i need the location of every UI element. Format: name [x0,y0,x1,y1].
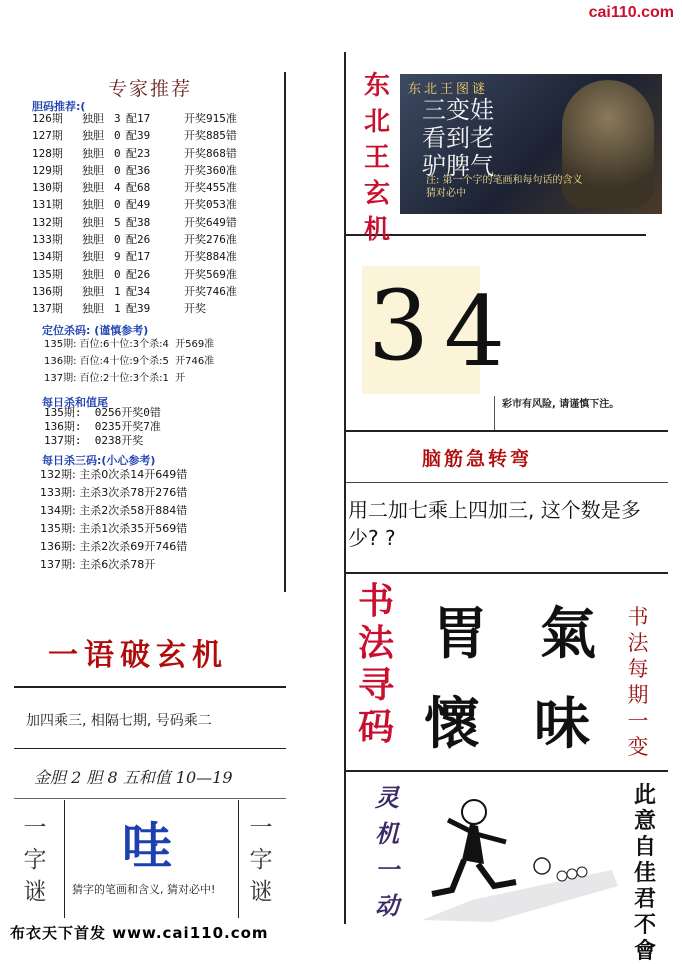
zimi-hint: 猜字的笔画和含义, 猜对必中! [72,883,216,896]
dan-label: 胆码推荐:( [32,100,86,113]
dingwei-label: 定位杀码: (谨慎参考) [42,324,149,337]
dan-cell-issue: 130期 [32,181,63,195]
dan-cell-issue: 137期 [32,302,63,316]
right-divider [344,52,346,924]
zimi-char: 哇 [122,816,172,875]
dan-cell-pei: 配39 [126,302,151,316]
dan-cell-dan: 0 [114,129,121,143]
lingji-char: 机 [375,819,399,848]
dan-cell-type: 独胆 [82,129,104,143]
dan-cell-type: 独胆 [82,198,104,212]
dan-cell-dan: 0 [114,233,121,247]
dan-cell-pei: 配34 [126,284,151,298]
dan-cell-type: 独胆 [82,302,104,316]
dan-cell-type: 独胆 [82,233,104,247]
dan-cell-result: 开奖649错 [184,215,237,229]
dan-row [32,145,237,162]
right-line-2 [346,430,668,432]
footer-credit: 布衣天下首发 www.cai110.com [10,924,269,942]
dan-cell-pei: 配17 [126,112,151,125]
yiyu-title: 一语破玄机 [48,638,228,673]
dan-cell-dan: 0 [114,267,121,281]
shufa-side-note: 书法每期一变 [627,605,649,759]
shufa-title-char: 码 [357,706,394,748]
left-section-line [14,686,286,688]
shawei-row: 136期: 0235开奖7准 [44,420,161,433]
dan-cell-result: 开奖569准 [184,267,237,281]
zimi-side-right: 一字谜 [249,815,273,905]
dan-cell-pei: 配68 [126,181,151,195]
shasan-list [40,466,187,574]
shufa-vertical-title [348,580,404,748]
dan-cell-pei: 配26 [126,267,151,281]
dan-table [32,110,237,318]
riddle-line: 看到老 [422,124,494,152]
shasan-row: 135期: 主杀1次杀35开569错 [40,522,188,535]
leg-shape [432,860,464,894]
dan-cell-result: 开奖360准 [184,163,237,177]
dan-cell-pei: 配49 [126,198,151,212]
dan-cell-pei: 配17 [126,250,151,264]
lingji-char: 一 [375,855,399,884]
dan-cell-dan: 9 [114,250,121,264]
shawei-label: 每日杀和值尾 [42,396,108,409]
dan-cell-result: 开奖746准 [184,284,237,298]
dan-cell-pei: 配36 [126,163,151,177]
pic-note: 注: 第一个字的笔画和每句话的含义猜对必中 [426,175,583,199]
dan-row [32,196,237,213]
dan-row [32,162,237,179]
dan-cell-pei: 配26 [126,233,151,247]
lane-shape [422,870,618,922]
zimi-right-border [238,800,239,918]
dan-cell-result: 开奖915准 [184,112,237,125]
right-line-4 [346,770,668,772]
dan-cell-issue: 126期 [32,112,63,125]
shufa-title-char: 法 [357,622,394,664]
dan-cell-issue: 132期 [32,215,63,229]
shawei-list [44,406,161,448]
zimi-top-border [14,798,286,799]
dingwei-list [44,336,214,387]
expert-title: 专家推荐 [108,78,193,100]
calligraphy-char: 胃 [432,601,488,667]
dan-cell-type: 独胆 [82,112,104,125]
dan-cell-dan: 3 [114,112,121,125]
dan-row [32,110,237,127]
dan-row [32,300,237,317]
running-man-illustration [412,790,618,924]
dan-cell-result: 开奖868错 [184,146,237,160]
dan-cell-result: 开奖 [184,302,206,316]
shawei-row: 137期: 0238开奖 [44,434,144,447]
arm-shape [476,834,506,842]
brain-question: 用二加七乘上四加三, 这个数是多少? ? [348,498,641,550]
dingwei-row: 136期: 百位:4十位:9个杀:5 开746准 [44,356,215,367]
shasan-row: 133期: 主杀3次杀78开276错 [40,486,188,499]
dan-cell-result: 开奖455准 [184,181,237,195]
dan-cell-issue: 136期 [32,284,63,298]
calligraphy-char: 氣 [540,601,596,667]
calligraphy-char: 懷 [424,691,480,757]
shasan-row: 134期: 主杀2次杀58开884错 [40,504,188,517]
shasan-row: 132期: 主杀0次杀14开649错 [40,468,188,481]
riddle-line: 三变娃 [422,96,494,124]
shufa-title-char: 书 [357,580,394,622]
dan-cell-type: 独胆 [82,284,104,298]
dingwei-row: 137期: 百位:2十位:3个杀:1 开 [44,373,186,384]
shasan-row: 137期: 主杀6次杀78开 [40,558,156,571]
site-logo[interactable]: cai110.com [588,4,674,21]
dan-cell-dan: 0 [114,163,121,177]
dan-cell-type: 独胆 [82,163,104,177]
dan-cell-pei: 配39 [126,129,151,143]
xuanji-vertical-title: 东北王玄机 [363,71,390,245]
dan-cell-type: 独胆 [82,215,104,229]
dan-cell-type: 独胆 [82,267,104,281]
right-line-3 [346,572,668,574]
yiyu-hint: 加四乘三, 相隔七期, 号码乘二 [26,713,212,729]
dan-cell-dan: 4 [114,181,121,195]
dan-cell-result: 开奖276准 [184,233,237,247]
left-divider [284,72,286,592]
dan-cell-issue: 129期 [32,163,63,177]
dan-cell-type: 独胆 [82,146,104,160]
zimi-left-border [64,800,65,918]
dan-cell-dan: 1 [114,284,121,298]
dan-cell-result: 开奖053准 [184,198,237,212]
dan-cell-issue: 133期 [32,233,63,247]
risk-note: 彩市有风险, 请谨慎下注。 [502,399,620,410]
dan-cell-dan: 5 [114,215,121,229]
dan-cell-issue: 135期 [32,267,63,281]
leg-shape [478,864,516,886]
head-shape [462,800,486,824]
dingwei-row: 135期: 百位:6十位:3个杀:4 开569准 [44,339,215,350]
shufa-title-char: 寻 [357,664,394,706]
money-bag [534,858,550,874]
brain-title-line [346,482,668,483]
left-section-line-2 [14,748,286,749]
dan-row [32,283,237,300]
lingji-char: 动 [375,891,399,920]
dan-cell-type: 独胆 [82,250,104,264]
bowling-pin [567,869,577,879]
shawei-row: 135期: 0256开奖0错 [44,406,161,419]
dan-cell-pei: 配38 [126,215,151,229]
riddle-line: 驴脾气 [422,152,494,180]
number-a: 3 [368,270,430,382]
lingji-vertical-title [370,780,404,924]
jindan-hint: 金胆 2 胆 8 五和值 10—19 [34,768,233,787]
dan-row [32,127,237,144]
riddle-picture [400,74,662,214]
dan-cell-dan: 0 [114,146,121,160]
dan-cell-dan: 0 [114,198,121,212]
dan-cell-issue: 134期 [32,250,63,264]
bowling-pin [577,867,587,877]
dan-cell-result: 开奖885错 [184,129,237,143]
dan-cell-type: 独胆 [82,181,104,195]
risk-divider [494,396,495,430]
ciyi-vertical-text: 此意自佳君不會 [633,782,656,964]
dan-cell-pei: 配23 [126,146,151,160]
dan-cell-issue: 131期 [32,198,63,212]
shasan-label: 每日杀三码:(小心参考) [42,454,156,467]
number-b: 4 [444,276,506,388]
dan-cell-result: 开奖884准 [184,250,237,264]
dan-cell-issue: 127期 [32,129,63,143]
dan-row [32,179,237,196]
lingji-char: 灵 [375,783,399,812]
dan-row [32,214,237,231]
pic-riddle [422,96,494,180]
pic-title: 东北王图谜 [408,82,489,97]
dan-cell-issue: 128期 [32,146,63,160]
dan-cell-dan: 1 [114,302,121,316]
bowling-pin [557,871,567,881]
brain-title: 脑筋急转弯 [422,448,533,470]
dan-row [32,231,237,248]
dan-row [32,248,237,265]
dan-row [32,266,237,283]
calligraphy-char: 味 [534,691,590,757]
shasan-row: 136期: 主杀2次杀69开746错 [40,540,188,553]
zimi-side-left: 一字谜 [23,815,47,905]
